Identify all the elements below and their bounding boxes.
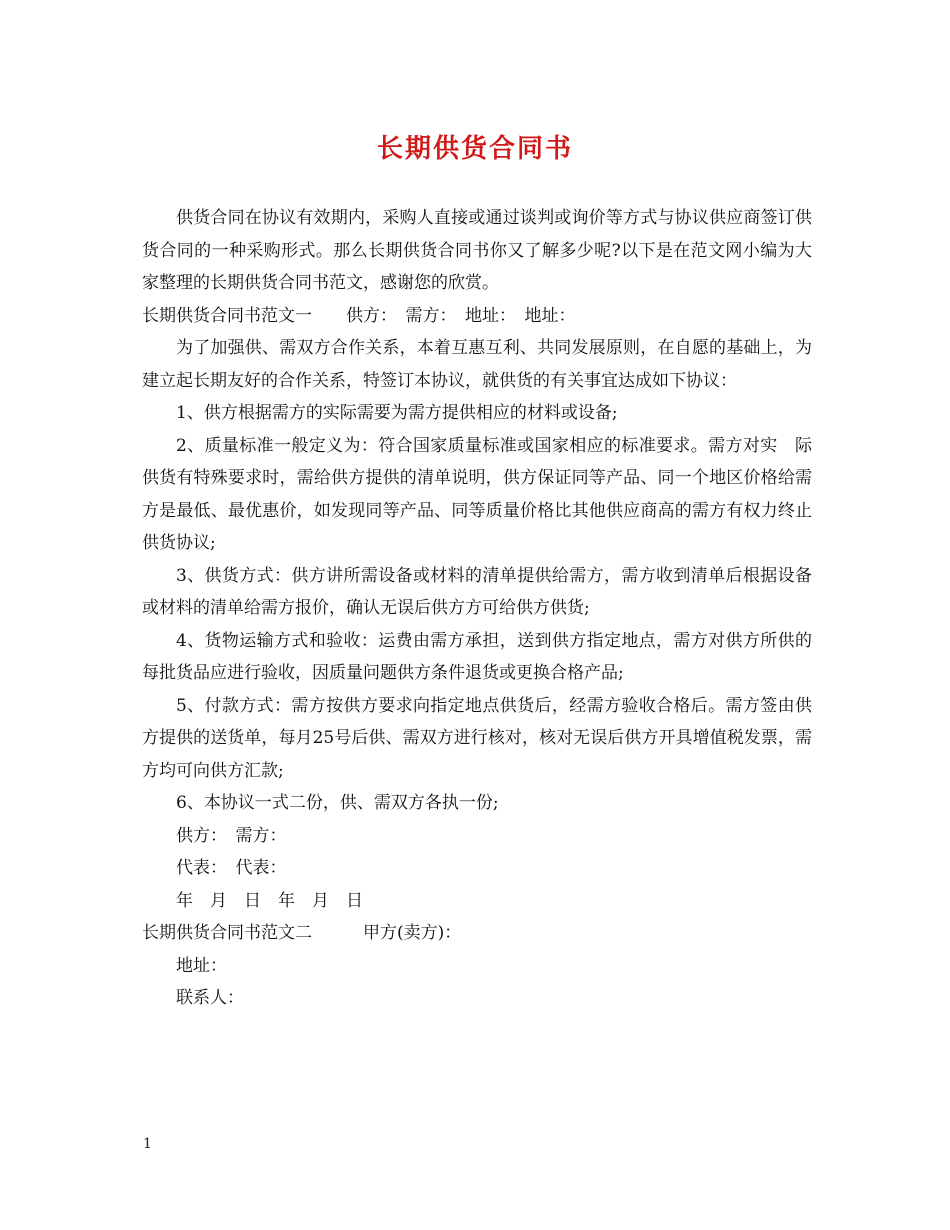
- clause-6: 6、本协议一式二份，供、需双方各执一份;: [176, 793, 499, 813]
- intro-paragraph: 供货合同在协议有效期内，采购人直接或通过谈判或询价等方式与协议供应商签订供货合同的一种采购形式。那么长期供货合同书你又了解多少呢?以下是在范文网小编为大家整理的长期供货合同书范文，感谢您的欣赏。: [142, 208, 812, 293]
- page-number: 1: [143, 1136, 152, 1152]
- signature-dates: 年 月 日 年 月 日: [176, 890, 363, 911]
- address-field: 地址：: [176, 955, 227, 976]
- contact-field: 联系人：: [176, 988, 244, 1008]
- clause-1: 1、供方根据需方的实际需要为需方提供相应的材料或设备;: [176, 403, 618, 423]
- clause-5: 5、付款方式：需方按供方要求向指定地点供货后，经需方验收合格后。需方签由供方提供的送货单，每月25号后供、需双方进行核对，核对无误后供方开具增值税发票，需方均可向供方汇款;: [142, 695, 812, 781]
- document-title: 长期供货合同书: [376, 134, 573, 164]
- signature-representatives: 代表： 代表：: [176, 858, 287, 878]
- clause-4: 4、货物运输方式和验收：运费由需方承担，送到供方指定地点，需方对供方所供的每批货品应进行验收，因质量问题供方条件退货或更换合格产品;: [142, 630, 812, 683]
- clause-2: 2、质量标准一般定义为：符合国家质量标准或国家相应的标准要求。需方对实 际供货有特殊要求时，需给供方提供的清单说明，供方保证同等产品、同一个地区价格给需方是最低、最优惠价，如发现同等产品、同等质量价格比其他供应商高的需方有权力终止供货协议;: [142, 435, 812, 553]
- sample-one-heading: 长期供货合同书范文一 供方： 需方： 地址： 地址：: [142, 305, 576, 326]
- signature-parties: 供方： 需方：: [176, 825, 287, 846]
- document-body: [142, 202, 812, 1015]
- clause-3: 3、供货方式：供方讲所需设备或材料的清单提供给需方，需方收到清单后根据设备或材料的清单给需方报价，确认无误后供方方可给供方供货;: [142, 565, 812, 618]
- sample-two-heading: 长期供货合同书范文二 甲方(卖方)：: [142, 923, 462, 943]
- preamble-paragraph: 为了加强供、需双方合作关系，本着互惠互利、共同发展原则，在自愿的基础上，为建立起长期友好的合作关系，特签订本协议，就供货的有关事宜达成如下协议：: [142, 338, 812, 391]
